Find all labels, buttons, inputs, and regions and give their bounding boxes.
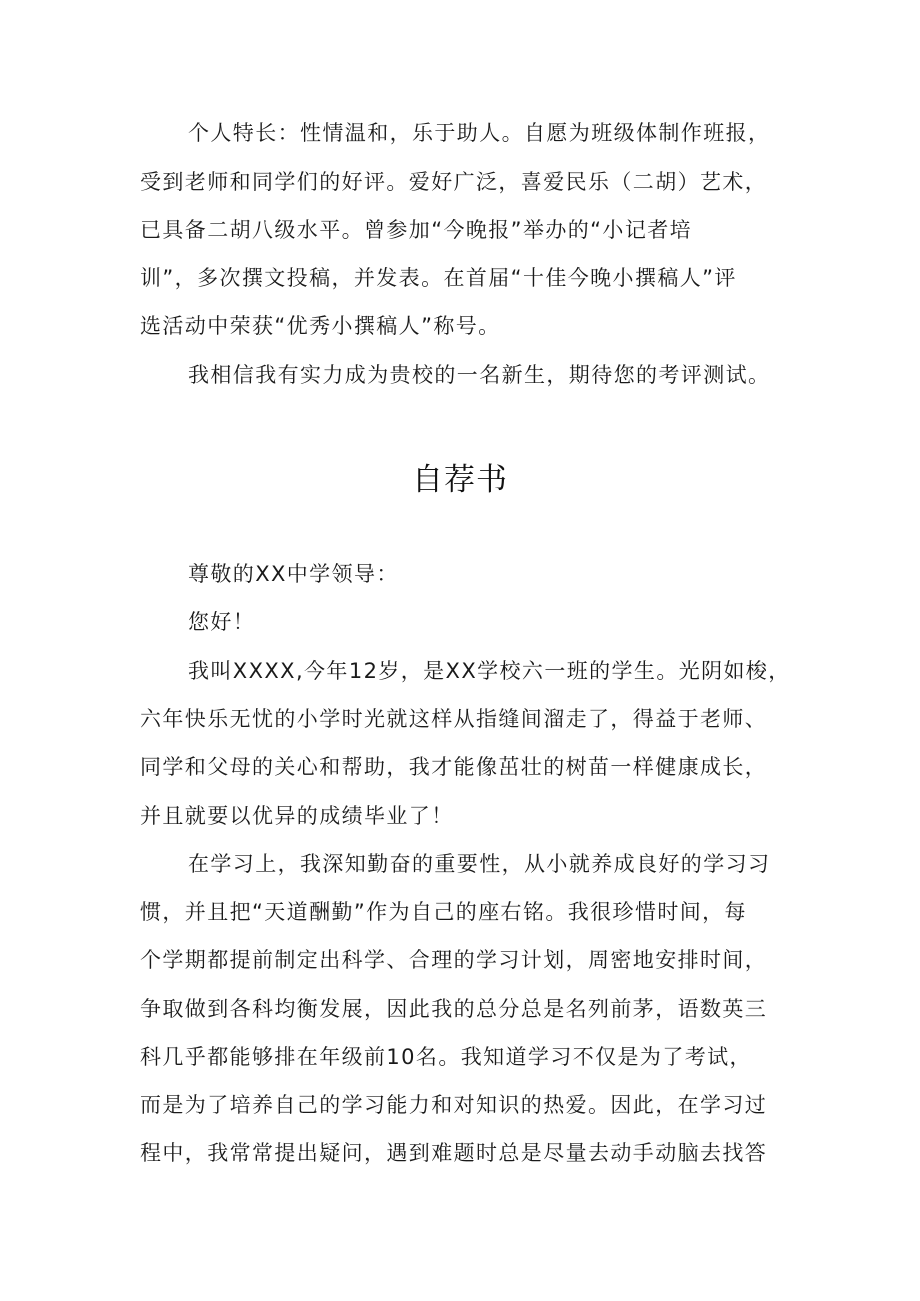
letter-greeting: 您好！: [188, 610, 256, 634]
paragraph-line: 六年快乐无忧的小学时光就这样从指缝间溜走了，得益于老师、: [140, 707, 768, 731]
paragraph-line: 惯，并且把“天道酬勤”作为自己的座右铭。我很珍惜时间，每: [140, 900, 747, 924]
paragraph-line: 受到老师和同学们的好评。爱好广泛，喜爱民乐（二胡）艺术，: [140, 170, 768, 194]
paragraph-line: 而是为了培养自己的学习能力和对知识的热爱。因此，在学习过: [140, 1093, 768, 1117]
paragraph-line: 在学习上，我深知勤奋的重要性，从小就养成良好的学习习: [188, 852, 771, 876]
paragraph-line: 选活动中荣获“优秀小撰稿人”称号。: [140, 314, 501, 338]
paragraph-line: 我相信我有实力成为贵校的一名新生，期待您的考评测试。: [188, 363, 771, 387]
document-title: 自荐书: [412, 462, 508, 498]
paragraph-line: 个学期都提前制定出科学、合理的学习计划，周密地安排时间，: [140, 948, 768, 972]
paragraph-line: 科几乎都能够排在年级前10名。我知道学习不仅是为了考试，: [140, 1045, 752, 1069]
paragraph-line: 训”，多次撰文投稿，并发表。在首届“十佳今晚小撰稿人”评: [140, 266, 737, 290]
paragraph-line: 争取做到各科均衡发展，因此我的总分总是名列前茅，语数英三: [140, 997, 768, 1021]
letter-salutation: 尊敬的XX中学领导：: [188, 562, 399, 586]
paragraph-line: 个人特长：性情温和，乐于助人。自愿为班级体制作班报，: [188, 121, 771, 145]
paragraph-line: 已具备二胡八级水平。曾参加“今晚报”举办的“小记者培: [140, 218, 693, 242]
paragraph-line: 并且就要以优异的成绩毕业了！: [140, 804, 454, 828]
paragraph-line: 程中，我常常提出疑问，遇到难题时总是尽量去动手动脑去找答: [140, 1141, 768, 1165]
paragraph-line: 同学和父母的关心和帮助，我才能像茁壮的树苗一样健康成长，: [140, 755, 768, 779]
paragraph-line: 我叫XXXX,今年12岁，是XX学校六一班的学生。光阴如梭，: [188, 659, 791, 683]
